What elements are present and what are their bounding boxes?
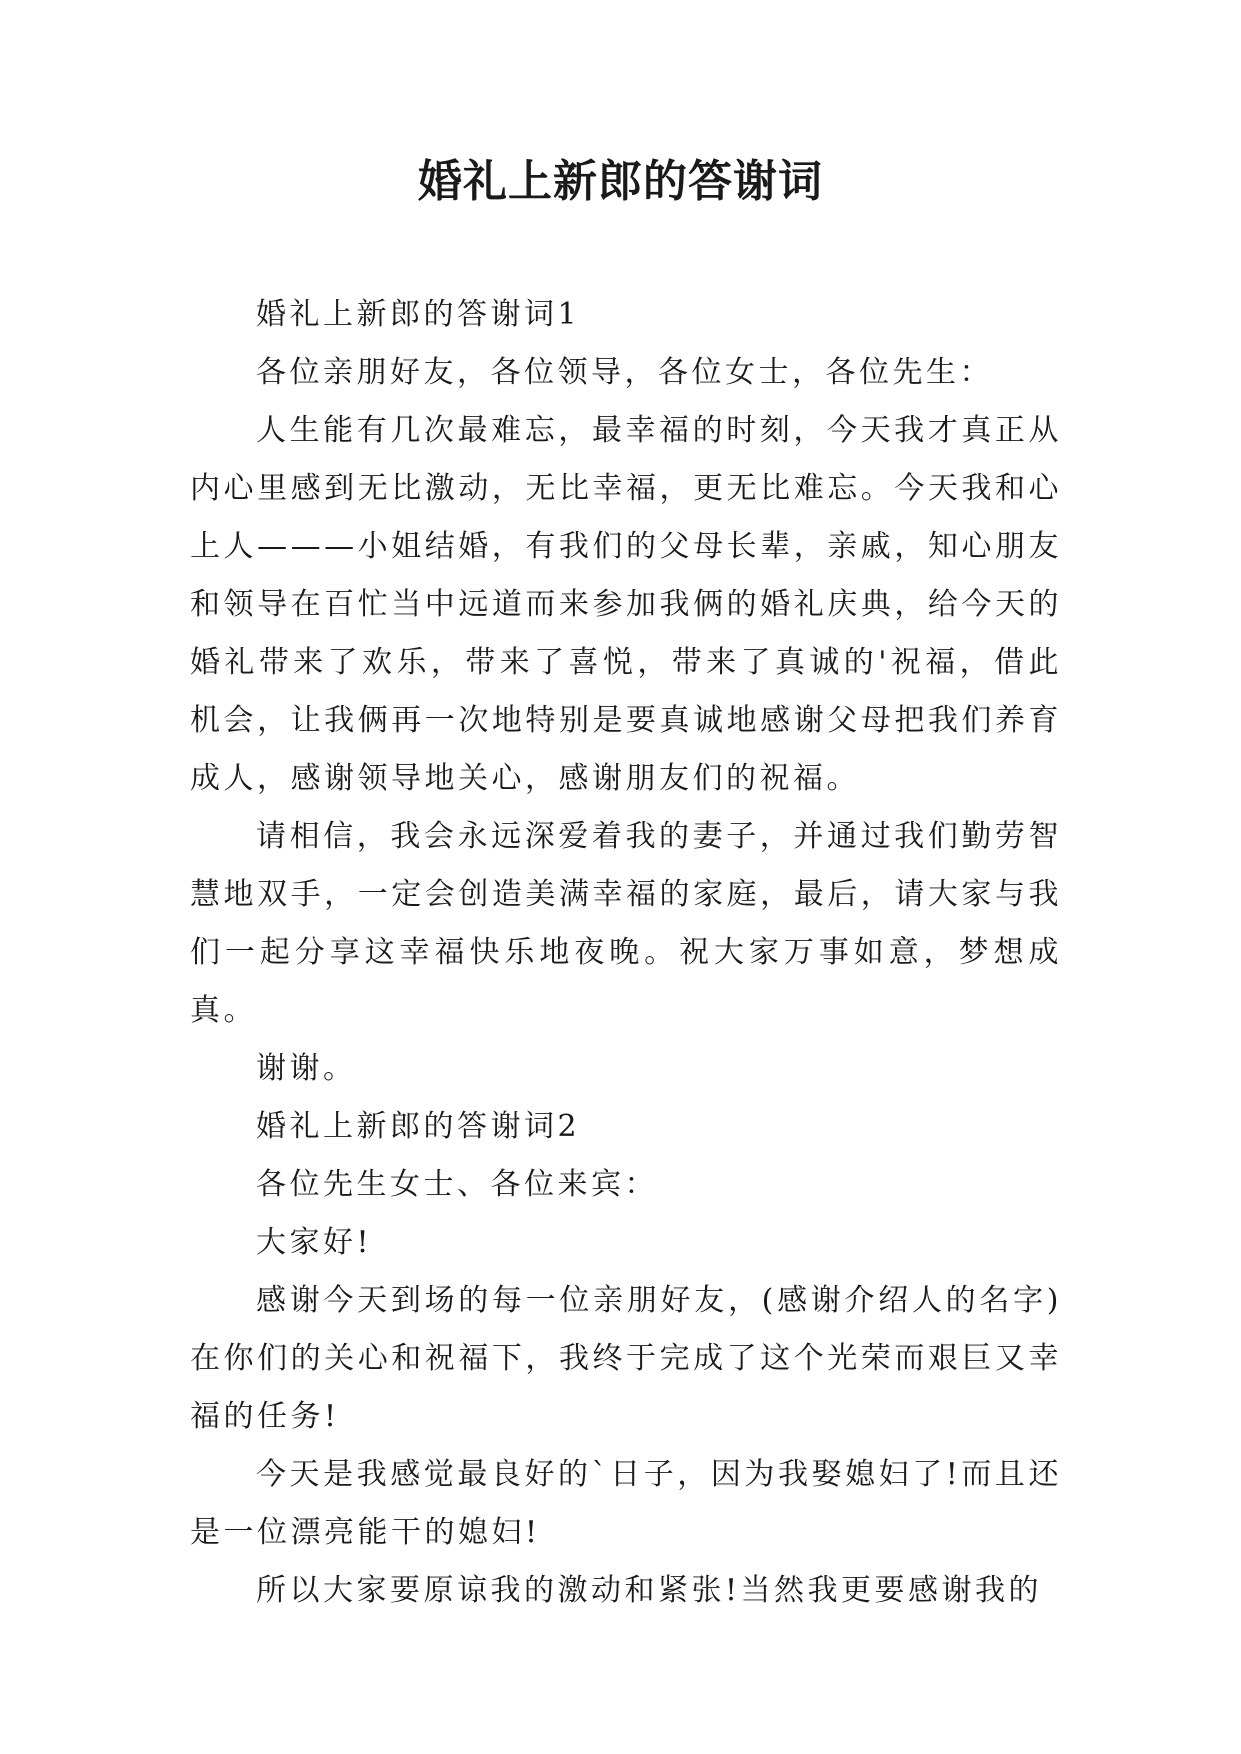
salutation-paragraph: 各位亲朋好友，各位领导，各位女士，各位先生： (256, 355, 993, 390)
body-paragraph: 请相信，我会永远深爱着我的妻子，并通过我们勤劳智慧地双手，一定会创造美满幸福的家庭，最后，请大家与我们一起分享这幸福快乐地夜晚。祝大家万事如意，梦想成真。 (190, 819, 1062, 1028)
section-heading-1: 婚礼上新郎的答谢词1 (256, 297, 581, 332)
closing-paragraph: 谢谢。 (256, 1051, 357, 1086)
body-paragraph: 所以大家要原谅我的激动和紧张!当然我更要感谢我的 (256, 1573, 1043, 1608)
salutation-paragraph: 各位先生女士、各位来宾： (256, 1167, 658, 1202)
body-paragraph: 今天是我感觉最良好的`日子，因为我娶媳妇了!而且还是一位漂亮能干的媳妇! (190, 1457, 1062, 1550)
document-title: 婚礼上新郎的答谢词 (418, 156, 823, 207)
greeting-paragraph: 大家好! (256, 1225, 373, 1260)
body-paragraph: 感谢今天到场的每一位亲朋好友，(感谢介绍人的名字)在你们的关心和祝福下，我终于完成了这个光荣而艰巨又幸福的任务! (190, 1283, 1062, 1434)
document-body (190, 286, 1062, 1620)
section-heading-2: 婚礼上新郎的答谢词2 (256, 1109, 581, 1144)
body-paragraph: 人生能有几次最难忘，最幸福的时刻，今天我才真正从内心里感到无比激动，无比幸福，更无比难忘。今天我和心上人———小姐结婚，有我们的父母长辈，亲戚，知心朋友和领导在百忙当中远道而来参加我俩的婚礼庆典，给今天的婚礼带来了欢乐，带来了喜悦，带来了真诚的'祝福，借此机会，让我俩再一次地特别是要真诚地感谢父母把我们养育成人，感谢领导地关心，感谢朋友们的祝福。 (190, 413, 1062, 796)
